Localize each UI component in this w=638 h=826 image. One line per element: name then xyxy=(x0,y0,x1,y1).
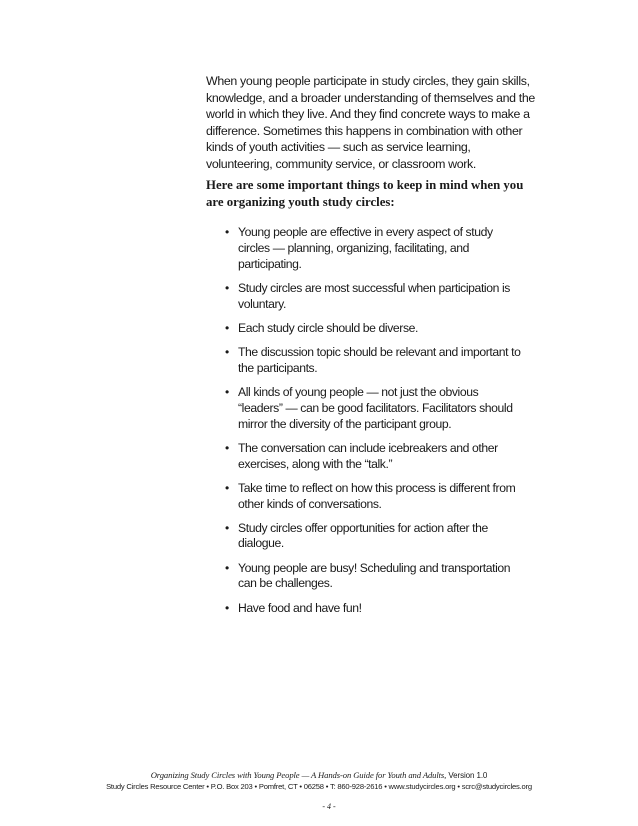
bullet-icon: • xyxy=(225,344,229,359)
list-item xyxy=(224,441,524,473)
list-item-text: The conversation can include icebreakers and other exercises, along with the “talk.” xyxy=(238,440,498,471)
bullet-icon: • xyxy=(225,225,229,239)
tips-list xyxy=(224,225,524,625)
footer-address: Study Circles Resource Center • P.O. Box 203 • Pomfret, CT • 06258 • T: 860-928-2616 • www.studycircles.org • scrc@studycircles.org xyxy=(106,782,532,791)
list-item-text: Take time to reflect on how this process is different from other kinds of conversations. xyxy=(238,480,516,511)
footer-title xyxy=(0,770,638,780)
bullet-icon: • xyxy=(225,320,229,335)
bullet-icon: • xyxy=(225,520,229,535)
footer-book-title: Organizing Study Circles with Young People — A Hands-on Guide for Youth and Adults, xyxy=(150,770,447,780)
bullet-icon: • xyxy=(225,440,229,455)
list-item xyxy=(224,345,524,377)
list-item-text: Study circles offer opportunities for action after the dialogue. xyxy=(238,520,488,551)
bullet-icon: • xyxy=(225,384,229,399)
list-item xyxy=(224,321,524,337)
list-item-text: The discussion topic should be relevant and important to the participants. xyxy=(238,344,521,375)
list-item xyxy=(224,385,524,432)
list-item-text: Study circles are most successful when participation is voluntary. xyxy=(238,280,510,311)
list-item xyxy=(224,225,524,272)
bullet-icon: • xyxy=(225,280,229,295)
list-item-text: All kinds of young people — not just the obvious “leaders” — can be good facilitators. Facilitators should mirror the diversity of the participant group. xyxy=(238,384,513,431)
list-item xyxy=(224,521,524,553)
footer-version: Version 1.0 xyxy=(446,771,488,780)
list-item xyxy=(224,481,524,513)
list-item-text: Young people are effective in every aspect of study circles — planning, organizing, facilitating, and participating. xyxy=(238,225,493,271)
bullet-icon: • xyxy=(225,600,229,615)
intro-paragraph: When young people participate in study circles, they gain skills, knowledge, and a broader understanding of themselves and the world in which they live. And they find concrete ways to make a difference. Sometimes this happens in combination with other kinds of youth activities — such as service learning, volunteering, community service, or classroom work. xyxy=(206,74,535,171)
list-item-text: Young people are busy! Scheduling and transportation can be challenges. xyxy=(238,560,511,591)
bullet-icon: • xyxy=(225,480,229,495)
list-item-text: Have food and have fun! xyxy=(238,600,362,615)
section-heading: Here are some important things to keep in mind when you are organizing youth study circles: xyxy=(206,178,524,209)
list-item xyxy=(224,601,524,617)
list-item xyxy=(224,281,524,313)
page-number: - 4 - xyxy=(322,802,336,811)
list-item-text: Each study circle should be diverse. xyxy=(238,320,419,335)
list-item xyxy=(224,561,524,593)
bullet-icon: • xyxy=(225,560,229,575)
